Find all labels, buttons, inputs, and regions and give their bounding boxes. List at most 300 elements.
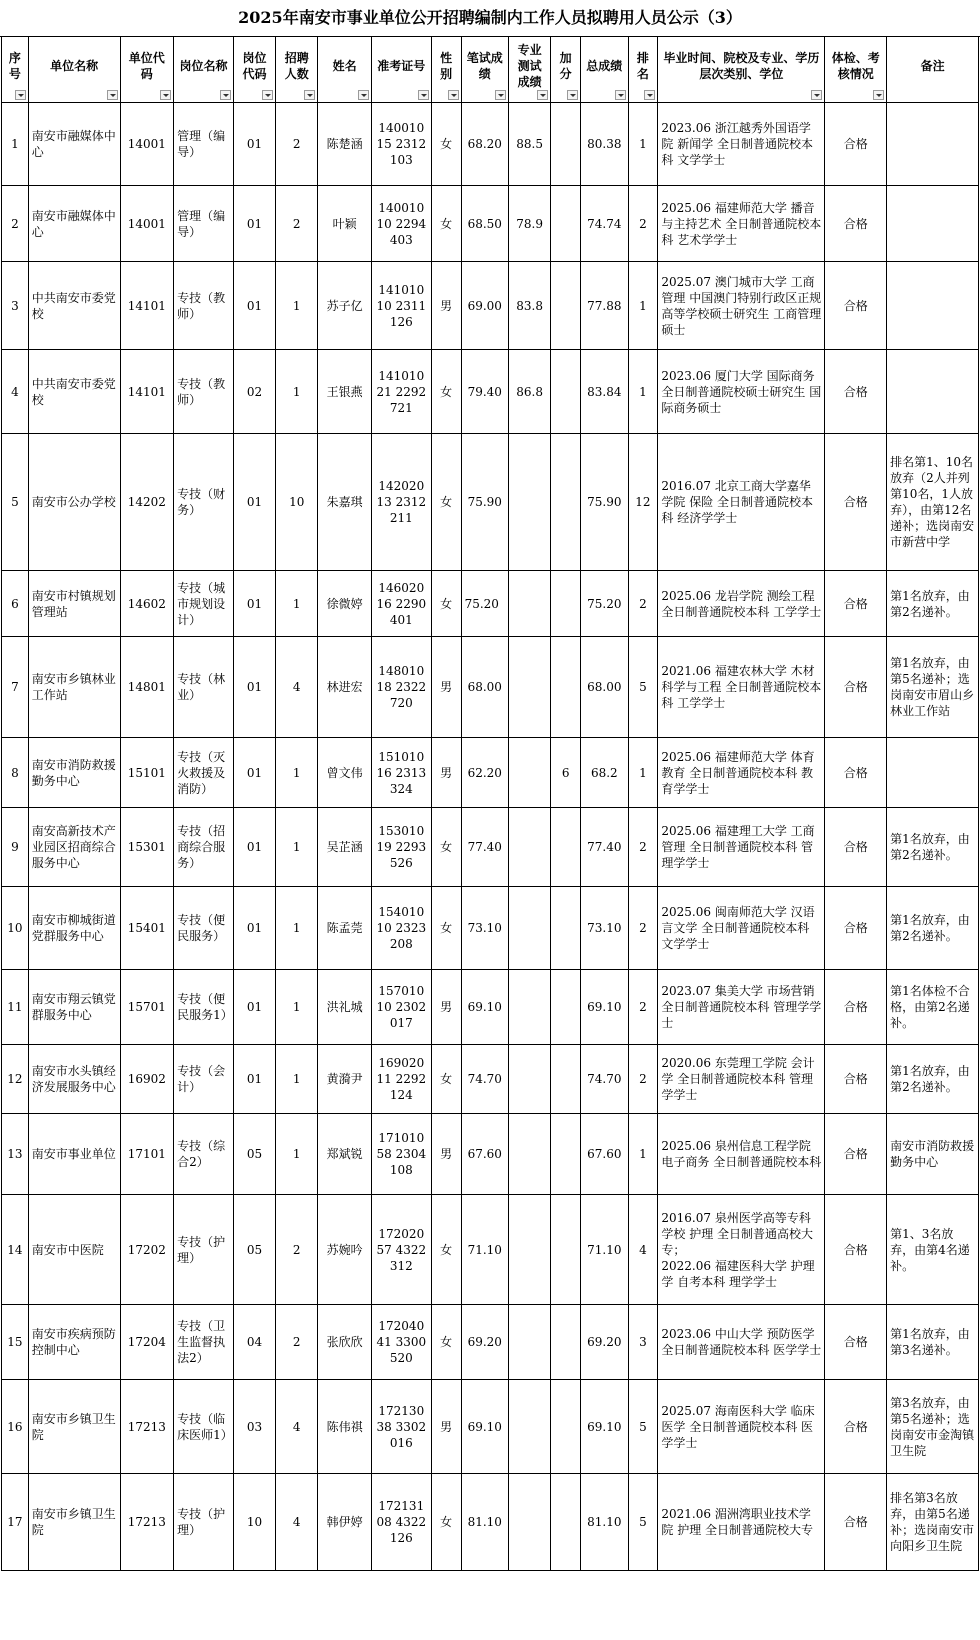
cell-edu[interactable]: 2016.07 泉州医学高等专科学校 护理 全日制普通高校大专； 2022.06 福建医科大学 护理学 自考本科 理学学士 [658,1195,825,1305]
cell-exam[interactable]: 合格 [825,808,887,887]
cell-seq[interactable]: 9 [2,808,29,887]
cell-post-code[interactable]: 05 [233,1114,275,1195]
cell-unit[interactable]: 南安市乡镇卫生院 [28,1474,120,1571]
cell-unit-code[interactable]: 16902 [120,1045,174,1114]
cell-name[interactable]: 张欣欣 [318,1305,372,1380]
cell-name[interactable]: 王银燕 [318,350,372,434]
cell-seq[interactable]: 5 [2,434,29,571]
cell-prof[interactable]: 78.9 [508,186,550,262]
cell-rank[interactable]: 3 [628,1305,658,1380]
cell-written[interactable]: 74.70 [461,1045,508,1114]
cell-total[interactable]: 69.20 [581,1305,628,1380]
cell-seq[interactable]: 3 [2,262,29,350]
cell-quota[interactable]: 1 [276,970,318,1045]
cell-post-code[interactable]: 01 [233,887,275,970]
cell-quota[interactable]: 1 [276,350,318,434]
cell-exam[interactable]: 合格 [825,186,887,262]
filter-dropdown-icon[interactable] [567,90,578,100]
cell-rank[interactable]: 2 [628,186,658,262]
header-unit-code[interactable]: 单位代码 [120,37,174,103]
cell-unit[interactable]: 南安市水头镇经济发展服务中心 [28,1045,120,1114]
cell-written[interactable]: 67.60 [461,1114,508,1195]
cell-name[interactable]: 陈孟莞 [318,887,372,970]
cell-unit[interactable]: 南安高新技术产业园区招商综合服务中心 [28,808,120,887]
cell-exam[interactable]: 合格 [825,970,887,1045]
cell-ticket[interactable]: 16902011 2292124 [371,1045,431,1114]
cell-edu[interactable]: 2020.06 东莞理工学院 会计学 全日制普通院校本科 管理学学士 [658,1045,825,1114]
cell-unit[interactable]: 南安市乡镇卫生院 [28,1380,120,1474]
cell-unit-code[interactable]: 15101 [120,738,174,808]
cell-seq[interactable]: 7 [2,637,29,738]
cell-edu[interactable]: 2023.06 浙江越秀外国语学院 新闻学 全日制普通院校本科 文学学士 [658,103,825,186]
cell-quota[interactable]: 2 [276,103,318,186]
cell-written[interactable]: 73.10 [461,887,508,970]
header-post-code[interactable]: 岗位代码 [233,37,275,103]
cell-post-code[interactable]: 01 [233,637,275,738]
cell-total[interactable]: 81.10 [581,1474,628,1571]
cell-written[interactable]: 75.90 [461,434,508,571]
filter-dropdown-icon[interactable] [418,90,429,100]
cell-written[interactable]: 68.00 [461,637,508,738]
cell-note[interactable]: 第3名放弃，由第5名递补；选岗南安市金淘镇卫生院 [887,1380,979,1474]
cell-name[interactable]: 苏子亿 [318,262,372,350]
cell-note[interactable]: 第1、3名放弃，由第4名递补。 [887,1195,979,1305]
cell-unit-code[interactable]: 14801 [120,637,174,738]
cell-unit[interactable]: 南安市乡镇林业工作站 [28,637,120,738]
cell-edu[interactable]: 2025.06 福建师范大学 体育教育 全日制普通院校本科 教育学学士 [658,738,825,808]
cell-quota[interactable]: 1 [276,1114,318,1195]
header-exam[interactable]: 体检、考核情况 [825,37,887,103]
cell-post[interactable]: 专技（护理） [174,1195,234,1305]
cell-gender[interactable]: 女 [431,571,461,637]
cell-rank[interactable]: 1 [628,738,658,808]
cell-exam[interactable]: 合格 [825,1474,887,1571]
cell-exam[interactable]: 合格 [825,571,887,637]
cell-gender[interactable]: 女 [431,887,461,970]
cell-post-code[interactable]: 04 [233,1305,275,1380]
cell-post[interactable]: 专技（教师） [174,262,234,350]
cell-bonus[interactable] [551,887,581,970]
cell-written[interactable]: 68.50 [461,186,508,262]
cell-note[interactable] [887,350,979,434]
cell-seq[interactable]: 17 [2,1474,29,1571]
cell-edu[interactable]: 2023.07 集美大学 市场营销 全日制普通院校本科 管理学学士 [658,970,825,1045]
cell-total[interactable]: 83.84 [581,350,628,434]
cell-ticket[interactable]: 14602016 2290401 [371,571,431,637]
cell-ticket[interactable]: 14001010 2294403 [371,186,431,262]
header-quota[interactable]: 招聘人数 [276,37,318,103]
cell-bonus[interactable] [551,262,581,350]
cell-quota[interactable]: 4 [276,1380,318,1474]
cell-rank[interactable]: 2 [628,887,658,970]
header-edu[interactable]: 毕业时间、院校及专业、学历层次类别、学位 [658,37,825,103]
cell-exam[interactable]: 合格 [825,262,887,350]
cell-unit[interactable]: 南安市事业单位 [28,1114,120,1195]
cell-note[interactable]: 第1名放弃，由第2名递补。 [887,1045,979,1114]
filter-dropdown-icon[interactable] [873,90,884,100]
cell-seq[interactable]: 15 [2,1305,29,1380]
cell-written[interactable]: 79.40 [461,350,508,434]
cell-bonus[interactable] [551,1474,581,1571]
header-seq[interactable]: 序号 [2,37,29,103]
cell-post[interactable]: 专技（财务） [174,434,234,571]
cell-ticket[interactable]: 17213038 3302016 [371,1380,431,1474]
cell-note[interactable]: 第1名放弃，由第2名递补。 [887,571,979,637]
header-post[interactable]: 岗位名称 [174,37,234,103]
cell-total[interactable]: 68.00 [581,637,628,738]
cell-written[interactable]: 69.00 [461,262,508,350]
cell-rank[interactable]: 2 [628,970,658,1045]
cell-unit[interactable]: 中共南安市委党校 [28,350,120,434]
cell-name[interactable]: 黄漪尹 [318,1045,372,1114]
cell-total[interactable]: 74.70 [581,1045,628,1114]
cell-exam[interactable]: 合格 [825,637,887,738]
cell-exam[interactable]: 合格 [825,1114,887,1195]
cell-exam[interactable]: 合格 [825,1380,887,1474]
cell-post[interactable]: 专技（护理） [174,1474,234,1571]
cell-prof[interactable] [508,887,550,970]
cell-ticket[interactable]: 14101010 2311126 [371,262,431,350]
cell-bonus[interactable] [551,1114,581,1195]
cell-unit[interactable]: 南安市翔云镇党群服务中心 [28,970,120,1045]
cell-total[interactable]: 67.60 [581,1114,628,1195]
cell-quota[interactable]: 2 [276,1305,318,1380]
cell-note[interactable]: 南安市消防救援勤务中心 [887,1114,979,1195]
cell-rank[interactable]: 4 [628,1195,658,1305]
cell-edu[interactable]: 2025.06 闽南师范大学 汉语言文学 全日制普通院校本科 文学学士 [658,887,825,970]
cell-unit-code[interactable]: 17101 [120,1114,174,1195]
cell-bonus[interactable] [551,970,581,1045]
cell-bonus[interactable]: 6 [551,738,581,808]
cell-written[interactable]: 68.20 [461,103,508,186]
cell-total[interactable]: 75.20 [581,571,628,637]
cell-ticket[interactable]: 15301019 2293526 [371,808,431,887]
cell-post-code[interactable]: 01 [233,262,275,350]
cell-quota[interactable]: 1 [276,262,318,350]
cell-unit-code[interactable]: 14101 [120,262,174,350]
filter-dropdown-icon[interactable] [220,90,231,100]
cell-gender[interactable]: 男 [431,262,461,350]
cell-bonus[interactable] [551,1305,581,1380]
cell-written[interactable]: 69.10 [461,1380,508,1474]
cell-post[interactable]: 专技（卫生监督执法2） [174,1305,234,1380]
cell-written[interactable]: 77.40 [461,808,508,887]
cell-name[interactable]: 陈楚涵 [318,103,372,186]
cell-quota[interactable]: 10 [276,434,318,571]
cell-name[interactable]: 洪礼城 [318,970,372,1045]
cell-note[interactable] [887,262,979,350]
cell-prof[interactable] [508,970,550,1045]
cell-post[interactable]: 专技（便民服务） [174,887,234,970]
filter-dropdown-icon[interactable] [448,90,459,100]
filter-dropdown-icon[interactable] [495,90,506,100]
cell-ticket[interactable]: 17204041 3300520 [371,1305,431,1380]
header-ticket[interactable]: 准考证号 [371,37,431,103]
cell-gender[interactable]: 女 [431,1195,461,1305]
cell-total[interactable]: 77.88 [581,262,628,350]
cell-name[interactable]: 苏婉吟 [318,1195,372,1305]
cell-post-code[interactable]: 01 [233,103,275,186]
cell-bonus[interactable] [551,637,581,738]
cell-quota[interactable]: 1 [276,808,318,887]
cell-quota[interactable]: 1 [276,887,318,970]
cell-ticket[interactable]: 17202057 4322312 [371,1195,431,1305]
cell-seq[interactable]: 8 [2,738,29,808]
cell-bonus[interactable] [551,808,581,887]
cell-ticket[interactable]: 14001015 2312103 [371,103,431,186]
cell-name[interactable]: 陈伟祺 [318,1380,372,1474]
cell-exam[interactable]: 合格 [825,1045,887,1114]
cell-post[interactable]: 专技（会计） [174,1045,234,1114]
cell-gender[interactable]: 女 [431,186,461,262]
cell-gender[interactable]: 女 [431,1474,461,1571]
header-gender[interactable]: 性别 [431,37,461,103]
cell-rank[interactable]: 5 [628,637,658,738]
cell-unit[interactable]: 南安市融媒体中心 [28,186,120,262]
cell-quota[interactable]: 4 [276,637,318,738]
header-unit[interactable]: 单位名称 [28,37,120,103]
cell-rank[interactable]: 1 [628,350,658,434]
cell-post[interactable]: 管理（编导） [174,103,234,186]
cell-gender[interactable]: 女 [431,808,461,887]
cell-quota[interactable]: 2 [276,1195,318,1305]
cell-name[interactable]: 吴芷涵 [318,808,372,887]
cell-rank[interactable]: 2 [628,808,658,887]
filter-dropdown-icon[interactable] [107,90,118,100]
cell-gender[interactable]: 男 [431,1380,461,1474]
cell-rank[interactable]: 2 [628,1045,658,1114]
cell-seq[interactable]: 4 [2,350,29,434]
cell-rank[interactable]: 2 [628,571,658,637]
cell-total[interactable]: 75.90 [581,434,628,571]
cell-edu[interactable]: 2016.07 北京工商大学嘉华学院 保险 全日制普通院校本科 经济学学士 [658,434,825,571]
cell-post[interactable]: 专技（便民服务1） [174,970,234,1045]
cell-total[interactable]: 71.10 [581,1195,628,1305]
cell-gender[interactable]: 男 [431,738,461,808]
filter-dropdown-icon[interactable] [304,90,315,100]
cell-rank[interactable]: 12 [628,434,658,571]
cell-edu[interactable]: 2025.06 龙岩学院 测绘工程 全日制普通院校本科 工学学士 [658,571,825,637]
filter-dropdown-icon[interactable] [160,90,171,100]
cell-edu[interactable]: 2025.06 福建理工大学 工商管理 全日制普通院校本科 管理学学士 [658,808,825,887]
filter-dropdown-icon[interactable] [644,90,655,100]
cell-rank[interactable]: 1 [628,1114,658,1195]
cell-unit-code[interactable]: 15701 [120,970,174,1045]
cell-gender[interactable]: 女 [431,103,461,186]
cell-quota[interactable]: 1 [276,1045,318,1114]
cell-note[interactable]: 第1名放弃，由第2名递补。 [887,887,979,970]
cell-rank[interactable]: 5 [628,1380,658,1474]
cell-seq[interactable]: 2 [2,186,29,262]
filter-dropdown-icon[interactable] [358,90,369,100]
cell-gender[interactable]: 女 [431,434,461,571]
cell-ticket[interactable]: 14202013 2312211 [371,434,431,571]
cell-post[interactable]: 专技（综合2） [174,1114,234,1195]
cell-bonus[interactable] [551,1045,581,1114]
cell-unit-code[interactable]: 14101 [120,350,174,434]
cell-name[interactable]: 曾文伟 [318,738,372,808]
cell-unit-code[interactable]: 17213 [120,1474,174,1571]
cell-ticket[interactable]: 17213108 4322126 [371,1474,431,1571]
cell-unit-code[interactable]: 15301 [120,808,174,887]
cell-post-code[interactable]: 01 [233,434,275,571]
cell-ticket[interactable]: 15701010 2302017 [371,970,431,1045]
cell-edu[interactable]: 2025.07 海南医科大学 临床医学 全日制普通院校本科 医学学士 [658,1380,825,1474]
cell-gender[interactable]: 男 [431,1114,461,1195]
cell-prof[interactable] [508,1114,550,1195]
cell-post[interactable]: 专技（教师） [174,350,234,434]
cell-prof[interactable] [508,808,550,887]
cell-post[interactable]: 专技（城市规划设计） [174,571,234,637]
cell-prof[interactable] [508,1474,550,1571]
cell-bonus[interactable] [551,1195,581,1305]
cell-quota[interactable]: 2 [276,186,318,262]
cell-unit[interactable]: 南安市融媒体中心 [28,103,120,186]
cell-exam[interactable]: 合格 [825,738,887,808]
cell-gender[interactable]: 女 [431,1305,461,1380]
cell-post[interactable]: 专技（招商综合服务） [174,808,234,887]
cell-written[interactable]: 81.10 [461,1474,508,1571]
cell-total[interactable]: 77.40 [581,808,628,887]
cell-ticket[interactable]: 14101021 2292721 [371,350,431,434]
cell-prof[interactable] [508,1305,550,1380]
cell-name[interactable]: 徐微婷 [318,571,372,637]
cell-written[interactable]: 71.10 [461,1195,508,1305]
cell-total[interactable]: 69.10 [581,970,628,1045]
cell-bonus[interactable] [551,350,581,434]
cell-post-code[interactable]: 01 [233,1045,275,1114]
cell-bonus[interactable] [551,186,581,262]
cell-unit[interactable]: 中共南安市委党校 [28,262,120,350]
header-written[interactable]: 笔试成绩 [461,37,508,103]
filter-dropdown-icon[interactable] [615,90,626,100]
cell-unit-code[interactable]: 14001 [120,186,174,262]
filter-dropdown-icon[interactable] [15,90,26,100]
cell-unit-code[interactable]: 14001 [120,103,174,186]
header-note[interactable]: 备注 [887,37,979,103]
cell-bonus[interactable] [551,1380,581,1474]
cell-seq[interactable]: 1 [2,103,29,186]
cell-unit-code[interactable]: 14202 [120,434,174,571]
cell-post-code[interactable]: 01 [233,738,275,808]
cell-note[interactable]: 排名第3名放弃，由第5名递补；选岗南安市向阳乡卫生院 [887,1474,979,1571]
cell-post[interactable]: 管理（编导） [174,186,234,262]
cell-prof[interactable] [508,1380,550,1474]
cell-gender[interactable]: 男 [431,970,461,1045]
cell-name[interactable]: 韩伊婷 [318,1474,372,1571]
cell-prof[interactable] [508,571,550,637]
header-total[interactable]: 总成绩 [581,37,628,103]
cell-post-code[interactable]: 10 [233,1474,275,1571]
cell-total[interactable]: 69.10 [581,1380,628,1474]
header-rank[interactable]: 排名 [628,37,658,103]
cell-note[interactable] [887,103,979,186]
cell-rank[interactable]: 5 [628,1474,658,1571]
cell-seq[interactable]: 12 [2,1045,29,1114]
cell-prof[interactable]: 88.5 [508,103,550,186]
cell-quota[interactable]: 1 [276,738,318,808]
cell-prof[interactable] [508,1045,550,1114]
filter-dropdown-icon[interactable] [262,90,273,100]
cell-rank[interactable]: 1 [628,103,658,186]
cell-seq[interactable]: 14 [2,1195,29,1305]
cell-edu[interactable]: 2021.06 福建农林大学 木材科学与工程 全日制普通院校本科 工学学士 [658,637,825,738]
cell-unit[interactable]: 南安市消防救援勤务中心 [28,738,120,808]
cell-edu[interactable]: 2023.06 厦门大学 国际商务 全日制普通院校硕士研究生 国际商务硕士 [658,350,825,434]
cell-exam[interactable]: 合格 [825,434,887,571]
cell-edu[interactable]: 2025.06 泉州信息工程学院 电子商务 全日制普通院校本科 [658,1114,825,1195]
cell-written[interactable]: 69.20 [461,1305,508,1380]
cell-name[interactable]: 郑斌锐 [318,1114,372,1195]
cell-unit[interactable]: 南安市村镇规划管理站 [28,571,120,637]
cell-edu[interactable]: 2025.07 澳门城市大学 工商管理 中国澳门特别行政区正规高等学校硕士研究生 工商管理硕士 [658,262,825,350]
cell-note[interactable] [887,186,979,262]
cell-post-code[interactable]: 01 [233,186,275,262]
cell-ticket[interactable]: 15101016 2313324 [371,738,431,808]
cell-post[interactable]: 专技（灭火救援及消防） [174,738,234,808]
cell-unit-code[interactable]: 17204 [120,1305,174,1380]
cell-prof[interactable] [508,738,550,808]
cell-note[interactable]: 第1名体检不合格，由第2名递补。 [887,970,979,1045]
header-name[interactable]: 姓名 [318,37,372,103]
cell-prof[interactable]: 86.8 [508,350,550,434]
cell-exam[interactable]: 合格 [825,1195,887,1305]
cell-rank[interactable]: 1 [628,262,658,350]
cell-gender[interactable]: 男 [431,637,461,738]
cell-prof[interactable] [508,434,550,571]
cell-prof[interactable] [508,1195,550,1305]
cell-seq[interactable]: 16 [2,1380,29,1474]
cell-seq[interactable]: 11 [2,970,29,1045]
cell-gender[interactable]: 女 [431,350,461,434]
cell-ticket[interactable]: 15401010 2323208 [371,887,431,970]
cell-exam[interactable]: 合格 [825,103,887,186]
cell-seq[interactable]: 10 [2,887,29,970]
cell-bonus[interactable] [551,571,581,637]
header-bonus[interactable]: 加分 [551,37,581,103]
cell-ticket[interactable]: 14801018 2322720 [371,637,431,738]
cell-post-code[interactable]: 01 [233,571,275,637]
cell-unit-code[interactable]: 14602 [120,571,174,637]
cell-exam[interactable]: 合格 [825,1305,887,1380]
filter-dropdown-icon[interactable] [537,90,548,100]
cell-unit[interactable]: 南安市柳城街道党群服务中心 [28,887,120,970]
cell-total[interactable]: 80.38 [581,103,628,186]
cell-seq[interactable]: 13 [2,1114,29,1195]
header-prof[interactable]: 专业测试成绩 [508,37,550,103]
cell-written[interactable]: 75.20 [461,571,508,637]
cell-name[interactable]: 林进宏 [318,637,372,738]
cell-prof[interactable]: 83.8 [508,262,550,350]
cell-unit-code[interactable]: 17213 [120,1380,174,1474]
cell-post[interactable]: 专技（林业） [174,637,234,738]
cell-name[interactable]: 叶颖 [318,186,372,262]
cell-edu[interactable]: 2025.06 福建师范大学 播音与主持艺术 全日制普通院校本科 艺术学学士 [658,186,825,262]
cell-post-code[interactable]: 01 [233,808,275,887]
cell-note[interactable]: 第1名放弃，由第3名递补。 [887,1305,979,1380]
cell-total[interactable]: 74.74 [581,186,628,262]
cell-note[interactable]: 排名第1、10名放弃（2人并列第10名，1人放弃），由第12名递补；选岗南安市新营中学 [887,434,979,571]
cell-unit[interactable]: 南安市公办学校 [28,434,120,571]
cell-post-code[interactable]: 01 [233,970,275,1045]
cell-unit-code[interactable]: 17202 [120,1195,174,1305]
cell-note[interactable] [887,738,979,808]
cell-exam[interactable]: 合格 [825,887,887,970]
cell-post-code[interactable]: 02 [233,350,275,434]
cell-gender[interactable]: 女 [431,1045,461,1114]
cell-note[interactable]: 第1名放弃，由第2名递补。 [887,808,979,887]
cell-quota[interactable]: 1 [276,571,318,637]
